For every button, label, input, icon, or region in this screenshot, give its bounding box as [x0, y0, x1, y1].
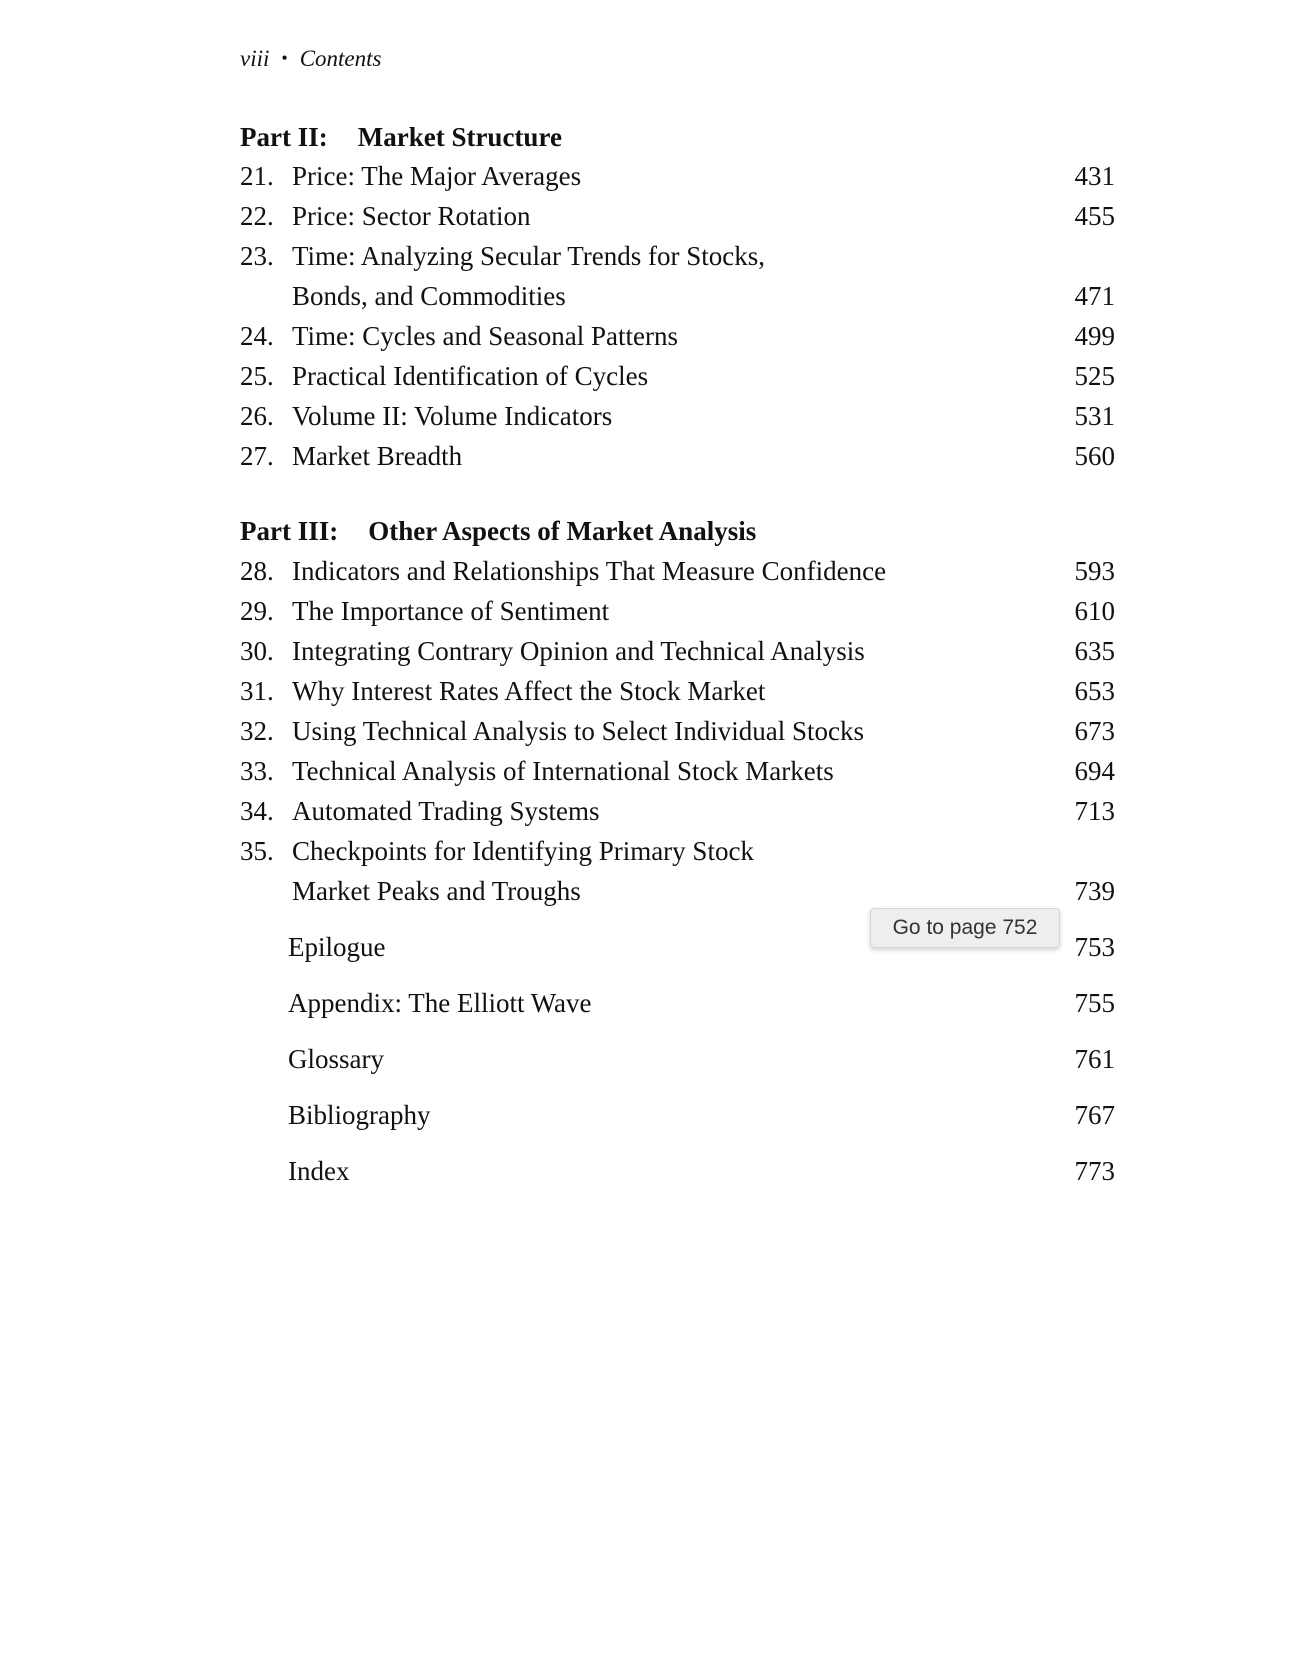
- running-head: [240, 46, 381, 72]
- page-number: 713: [1074, 796, 1115, 826]
- page-number: 431: [1074, 161, 1115, 191]
- page-number: 593: [1074, 556, 1115, 586]
- chapter-title: Price: The Major Averages: [292, 161, 582, 191]
- part-label: Part II:: [240, 122, 328, 152]
- chapter-title: Using Technical Analysis to Select Individual Stocks: [292, 716, 865, 746]
- page-number: 753: [1074, 932, 1115, 962]
- page-number: 653: [1074, 676, 1115, 706]
- chapter-title-continuation: Market Peaks and Troughs: [292, 876, 581, 906]
- chapter-title: Time: Cycles and Seasonal Patterns: [292, 321, 678, 351]
- page-number: 761: [1074, 1044, 1115, 1074]
- chapter-number: 32.: [240, 716, 274, 746]
- chapter-number: 31.: [240, 676, 274, 706]
- backmatter-entry[interactable]: [240, 988, 1115, 1022]
- running-head-section: Contents: [299, 46, 382, 71]
- chapter-title: Practical Identification of Cycles: [292, 361, 649, 391]
- chapter-number: 28.: [240, 556, 274, 586]
- page-number: 471: [1074, 281, 1115, 311]
- chapter-number: 26.: [240, 401, 274, 431]
- page-number: 531: [1074, 401, 1115, 431]
- backmatter-title: Index: [288, 1156, 350, 1186]
- backmatter-title: Bibliography: [288, 1100, 431, 1130]
- page-number: 755: [1074, 988, 1115, 1018]
- page-number: 767: [1074, 1100, 1115, 1130]
- toc-entry[interactable]: [240, 716, 1115, 750]
- chapter-title-continuation: Bonds, and Commodities: [292, 281, 566, 311]
- chapter-title: Integrating Contrary Opinion and Technical Analysis: [292, 636, 865, 666]
- toc-entry[interactable]: [240, 201, 1115, 235]
- chapter-title: The Importance of Sentiment: [292, 596, 610, 626]
- chapter-number: 34.: [240, 796, 274, 826]
- chapter-number: 35.: [240, 836, 274, 866]
- toc-entry[interactable]: [240, 636, 1115, 670]
- toc-entry[interactable]: [240, 596, 1115, 630]
- toc-entry-continuation[interactable]: [240, 876, 1115, 910]
- part-title: Other Aspects of Market Analysis: [368, 516, 757, 546]
- toc-entry[interactable]: [240, 796, 1115, 830]
- page-number: 673: [1074, 716, 1115, 746]
- chapter-title: Indicators and Relationships That Measure Confidence: [292, 556, 887, 586]
- part-label: Part III:: [240, 516, 339, 546]
- toc-entry[interactable]: [240, 241, 1115, 275]
- page-number: 694: [1074, 756, 1115, 786]
- toc-entry[interactable]: [240, 401, 1115, 435]
- chapter-title: Price: Sector Rotation: [292, 201, 531, 231]
- chapter-number: 22.: [240, 201, 274, 231]
- toc-entry[interactable]: [240, 161, 1115, 195]
- part-heading: [240, 516, 756, 547]
- toc-entry[interactable]: [240, 556, 1115, 590]
- toc-entry[interactable]: [240, 676, 1115, 710]
- chapter-title: Why Interest Rates Affect the Stock Market: [292, 676, 766, 706]
- chapter-title: Market Breadth: [292, 441, 463, 471]
- toc-entry-continuation[interactable]: [240, 281, 1115, 315]
- chapter-number: 33.: [240, 756, 274, 786]
- page-number: 739: [1074, 876, 1115, 906]
- backmatter-entry[interactable]: [240, 1044, 1115, 1078]
- backmatter-title: Appendix: The Elliott Wave: [288, 988, 592, 1018]
- page-number: 499: [1074, 321, 1115, 351]
- toc-entry[interactable]: [240, 836, 1115, 870]
- backmatter-title: Glossary: [288, 1044, 384, 1074]
- chapter-title: Volume II: Volume Indicators: [292, 401, 613, 431]
- toc-entry[interactable]: [240, 321, 1115, 355]
- chapter-title: Checkpoints for Identifying Primary Stock: [292, 836, 754, 866]
- chapter-title: Time: Analyzing Secular Trends for Stocks,: [292, 241, 766, 271]
- backmatter-entry[interactable]: [240, 1100, 1115, 1134]
- toc-entry[interactable]: [240, 756, 1115, 790]
- page-number: 610: [1074, 596, 1115, 626]
- chapter-number: 23.: [240, 241, 274, 271]
- chapter-title: Technical Analysis of International Stock Markets: [292, 756, 834, 786]
- page-number: 525: [1074, 361, 1115, 391]
- chapter-number: 24.: [240, 321, 274, 351]
- part-title: Market Structure: [357, 122, 562, 152]
- running-head-bullet: •: [281, 48, 288, 68]
- chapter-title: Automated Trading Systems: [292, 796, 600, 826]
- backmatter-title: Epilogue: [288, 932, 386, 962]
- chapter-number: 29.: [240, 596, 274, 626]
- go-to-page-tooltip: Go to page 752: [870, 908, 1060, 948]
- backmatter-entry[interactable]: [240, 1156, 1115, 1190]
- chapter-number: 30.: [240, 636, 274, 666]
- running-head-page-number: viii: [240, 46, 270, 71]
- page-number: 455: [1074, 201, 1115, 231]
- chapter-number: 27.: [240, 441, 274, 471]
- chapter-number: 25.: [240, 361, 274, 391]
- toc-entry[interactable]: [240, 361, 1115, 395]
- part-heading: [240, 122, 562, 153]
- page-number: 560: [1074, 441, 1115, 471]
- page-number: 635: [1074, 636, 1115, 666]
- toc-entry[interactable]: [240, 441, 1115, 475]
- page-number: 773: [1074, 1156, 1115, 1186]
- chapter-number: 21.: [240, 161, 274, 191]
